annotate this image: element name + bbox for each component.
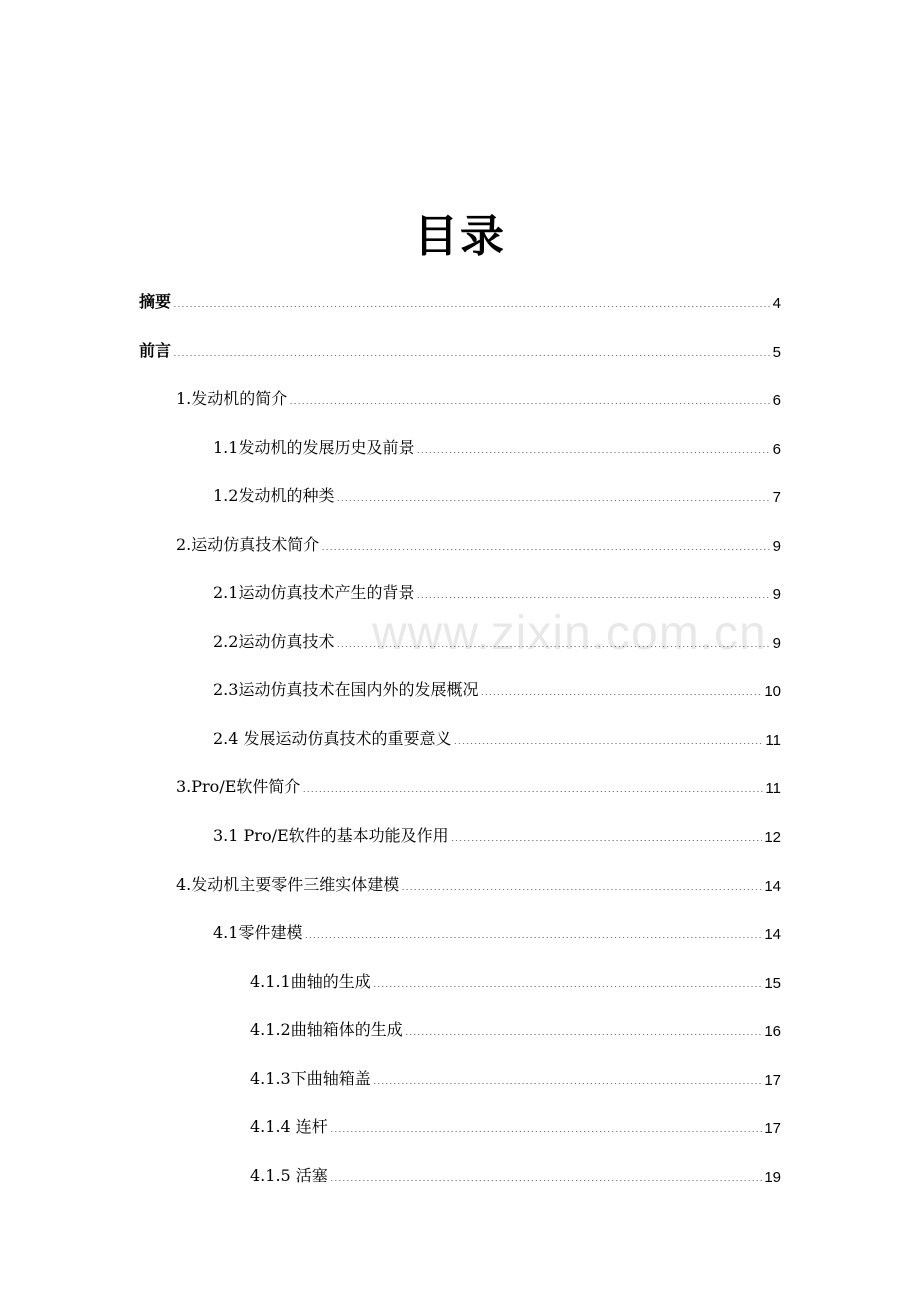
- toc-leader-dots: [173, 342, 771, 356]
- toc-entry-section-2-2[interactable]: [213, 626, 781, 652]
- toc-entry-label: 3.Pro/E软件简介: [176, 777, 301, 796]
- toc-leader-dots: [336, 633, 770, 647]
- toc-page-number: 12: [764, 829, 781, 846]
- toc-leader-dots: [416, 439, 770, 453]
- toc-leader-dots: [173, 293, 771, 307]
- toc-entry-section-2-3[interactable]: [213, 674, 781, 700]
- toc-page-number: 17: [764, 1072, 781, 1089]
- toc-entry-section-1-1[interactable]: [213, 432, 781, 458]
- toc-leader-dots: [336, 487, 770, 501]
- toc-entry-chapter-3[interactable]: [176, 771, 781, 797]
- toc-leader-dots: [401, 876, 762, 890]
- toc-entry-label: 2.4 发展运动仿真技术的重要意义: [213, 729, 452, 748]
- toc-leader-dots: [480, 681, 762, 695]
- toc-entry-label: 3.1 Pro/E软件的基本功能及作用: [213, 826, 449, 845]
- toc-page-number: 5: [772, 344, 781, 361]
- toc-entry-chapter-1[interactable]: [176, 383, 781, 409]
- toc-page-number: 9: [772, 586, 781, 603]
- toc-entry-section-4-1-1[interactable]: [250, 966, 781, 992]
- toc-page-number: 7: [772, 489, 781, 506]
- toc-entry-section-4-1-2[interactable]: [250, 1014, 781, 1040]
- toc-entry-section-4-1-3[interactable]: [250, 1063, 781, 1089]
- toc-page-number: 4: [772, 295, 781, 312]
- toc-entry-label: 1.发动机的简介: [176, 389, 288, 408]
- toc-leader-dots: [289, 390, 770, 404]
- toc-page-number: 9: [772, 538, 781, 555]
- toc-entry-section-2-4[interactable]: [213, 723, 781, 749]
- toc-leader-dots: [304, 924, 762, 938]
- toc-entry-section-4-1-5[interactable]: [250, 1160, 781, 1186]
- toc-entry-label: 1.1发动机的发展历史及前景: [213, 438, 415, 457]
- toc-page-number: 16: [764, 1023, 781, 1040]
- toc-entry-label: 前言: [139, 341, 172, 360]
- watermark-text: www.zixin.com.cn: [372, 607, 767, 660]
- toc-leader-dots: [302, 778, 763, 792]
- toc-entry-label: 4.发动机主要零件三维实体建模: [176, 875, 400, 894]
- toc-leader-dots: [373, 973, 763, 987]
- toc-entry-section-4-1-4[interactable]: [250, 1111, 781, 1137]
- page-title: 目录: [414, 211, 506, 262]
- toc-entry-section-4-1[interactable]: [213, 917, 781, 943]
- toc-page-number: 17: [764, 1120, 781, 1137]
- toc-entry-label: 2.3运动仿真技术在国内外的发展概况: [213, 680, 479, 699]
- toc-entry-label: 4.1.3下曲轴箱盖: [250, 1069, 371, 1088]
- toc-page-number: 6: [772, 441, 781, 458]
- toc-entry-label: 摘要: [139, 292, 172, 311]
- toc-leader-dots: [451, 827, 763, 841]
- toc-leader-dots: [454, 730, 764, 744]
- toc-entry-label: 4.1零件建模: [213, 923, 303, 942]
- toc-entry-label: 2.1运动仿真技术产生的背景: [213, 583, 415, 602]
- toc-page-number: 9: [772, 635, 781, 652]
- toc-entry-label: 4.1.2曲轴箱体的生成: [250, 1020, 403, 1039]
- toc-leader-dots: [416, 584, 770, 598]
- toc-entry-label: 2.2运动仿真技术: [213, 632, 335, 651]
- toc-entry-label: 4.1.1曲轴的生成: [250, 972, 371, 991]
- toc-leader-dots: [330, 1118, 763, 1132]
- toc-page-number: 10: [764, 683, 781, 700]
- toc-entry-section-2-1[interactable]: [213, 577, 781, 603]
- toc-page-number: 19: [764, 1169, 781, 1186]
- toc-page-number: 11: [765, 732, 781, 749]
- toc-entry-chapter-4[interactable]: [176, 869, 781, 895]
- toc-entry-preface[interactable]: [139, 335, 781, 361]
- toc-entry-label: 1.2发动机的种类: [213, 486, 335, 505]
- toc-page-number: 15: [764, 975, 781, 992]
- toc-entry-label: 4.1.5 活塞: [250, 1166, 328, 1185]
- toc-entry-abstract[interactable]: [139, 286, 781, 312]
- toc-leader-dots: [321, 536, 770, 550]
- toc-page-number: 11: [765, 780, 781, 797]
- toc-entry-section-1-2[interactable]: [213, 480, 781, 506]
- toc-entry-section-3-1[interactable]: [213, 820, 781, 846]
- toc-page-number: 6: [772, 392, 781, 409]
- toc-leader-dots: [330, 1167, 763, 1181]
- toc-page-number: 14: [764, 878, 781, 895]
- toc-leader-dots: [405, 1021, 763, 1035]
- toc-entry-chapter-2[interactable]: [176, 529, 781, 555]
- toc-entry-label: 4.1.4 连杆: [250, 1117, 328, 1136]
- toc-entry-label: 2.运动仿真技术简介: [176, 535, 320, 554]
- toc-page-number: 14: [764, 926, 781, 943]
- toc-leader-dots: [373, 1070, 763, 1084]
